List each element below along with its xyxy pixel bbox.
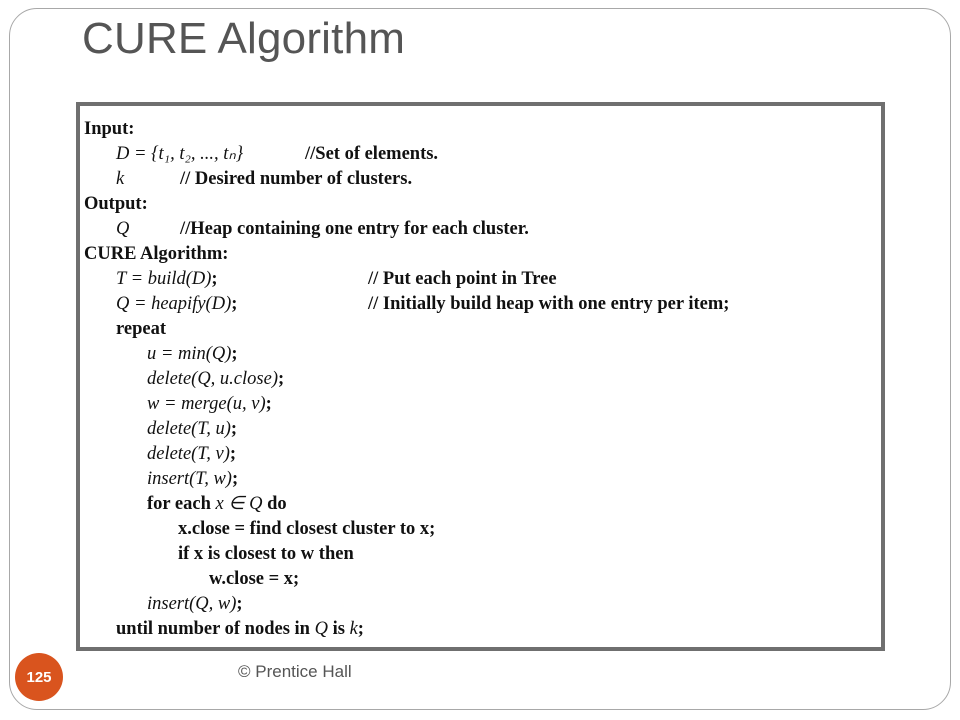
code-keyword: until number of nodes in (116, 619, 315, 639)
code-statement: x.close = find closest cluster to x; (178, 519, 436, 539)
algorithm-line (84, 517, 879, 542)
algorithm-line (84, 417, 879, 442)
code-punct: ; (231, 469, 239, 489)
code-math: delete(Q, u.close) (147, 369, 278, 389)
algorithm-line (84, 442, 879, 467)
code-math: Q (116, 219, 130, 239)
code-punct: ; (357, 619, 364, 639)
code-math: w = merge(u, v) (147, 394, 266, 414)
code-punct: ; (236, 594, 243, 614)
algorithm-line (84, 242, 879, 267)
code-punct: ; (211, 269, 218, 289)
algorithm-line (84, 167, 879, 192)
algorithm-box (76, 102, 885, 651)
code-punct: ; (277, 369, 285, 389)
code-math: T = build(D) (116, 269, 212, 289)
section-label-input: Input: (84, 119, 135, 139)
code-math: u = min(Q) (147, 344, 232, 364)
code-math: insert(T, w) (147, 469, 232, 489)
code-punct: ; (231, 294, 238, 314)
algorithm-line (84, 117, 879, 142)
algorithm-line (84, 342, 879, 367)
code-comment: // Desired number of clusters. (180, 169, 413, 189)
algorithm-line (84, 142, 879, 167)
algorithm-line (84, 217, 879, 242)
code-comment: //Set of elements. (305, 144, 439, 164)
code-punct: ; (230, 419, 238, 439)
algorithm-line (84, 317, 879, 342)
code-math: k (116, 169, 125, 189)
code-punct: ; (265, 394, 272, 414)
code-comment: // Initially build heap with one entry per item; (368, 294, 730, 314)
code-statement: if x is closest to w then (178, 544, 354, 564)
algorithm-line (84, 542, 879, 567)
algorithm-line (84, 492, 879, 517)
algorithm-line (84, 617, 879, 642)
section-label-algorithm: CURE Algorithm: (84, 244, 229, 264)
copyright-text: © Prentice Hall (238, 662, 352, 681)
code-statement: w.close = x; (209, 569, 300, 589)
algorithm-line (84, 292, 879, 317)
algorithm-line (84, 192, 879, 217)
code-punct: ; (229, 444, 237, 464)
algorithm-line (84, 267, 879, 292)
code-math: insert(Q, w) (147, 594, 237, 614)
code-keyword: for each (147, 494, 216, 514)
algorithm-line (84, 467, 879, 492)
code-math: delete(T, u) (147, 419, 231, 439)
code-math: D = {t₁, t₂, ..., tₙ} (116, 144, 244, 164)
slide-title: CURE Algorithm (82, 14, 406, 63)
algorithm-line (84, 392, 879, 417)
code-keyword: repeat (116, 319, 166, 339)
code-keyword: is (327, 619, 350, 639)
algorithm-line (84, 367, 879, 392)
code-punct: ; (231, 344, 238, 364)
code-math: Q = heapify(D) (116, 294, 232, 314)
code-math: x ∈ Q (215, 494, 263, 514)
section-label-output: Output: (84, 194, 148, 214)
code-comment: // Put each point in Tree (368, 269, 557, 289)
page-number-badge: 125 (15, 653, 63, 701)
code-math: Q (314, 619, 328, 639)
algorithm-line (84, 592, 879, 617)
code-math: delete(T, v) (147, 444, 230, 464)
algorithm-line (84, 567, 879, 592)
code-keyword: do (262, 494, 287, 514)
code-comment: //Heap containing one entry for each cluster. (180, 219, 529, 239)
code-math: k (349, 619, 358, 639)
